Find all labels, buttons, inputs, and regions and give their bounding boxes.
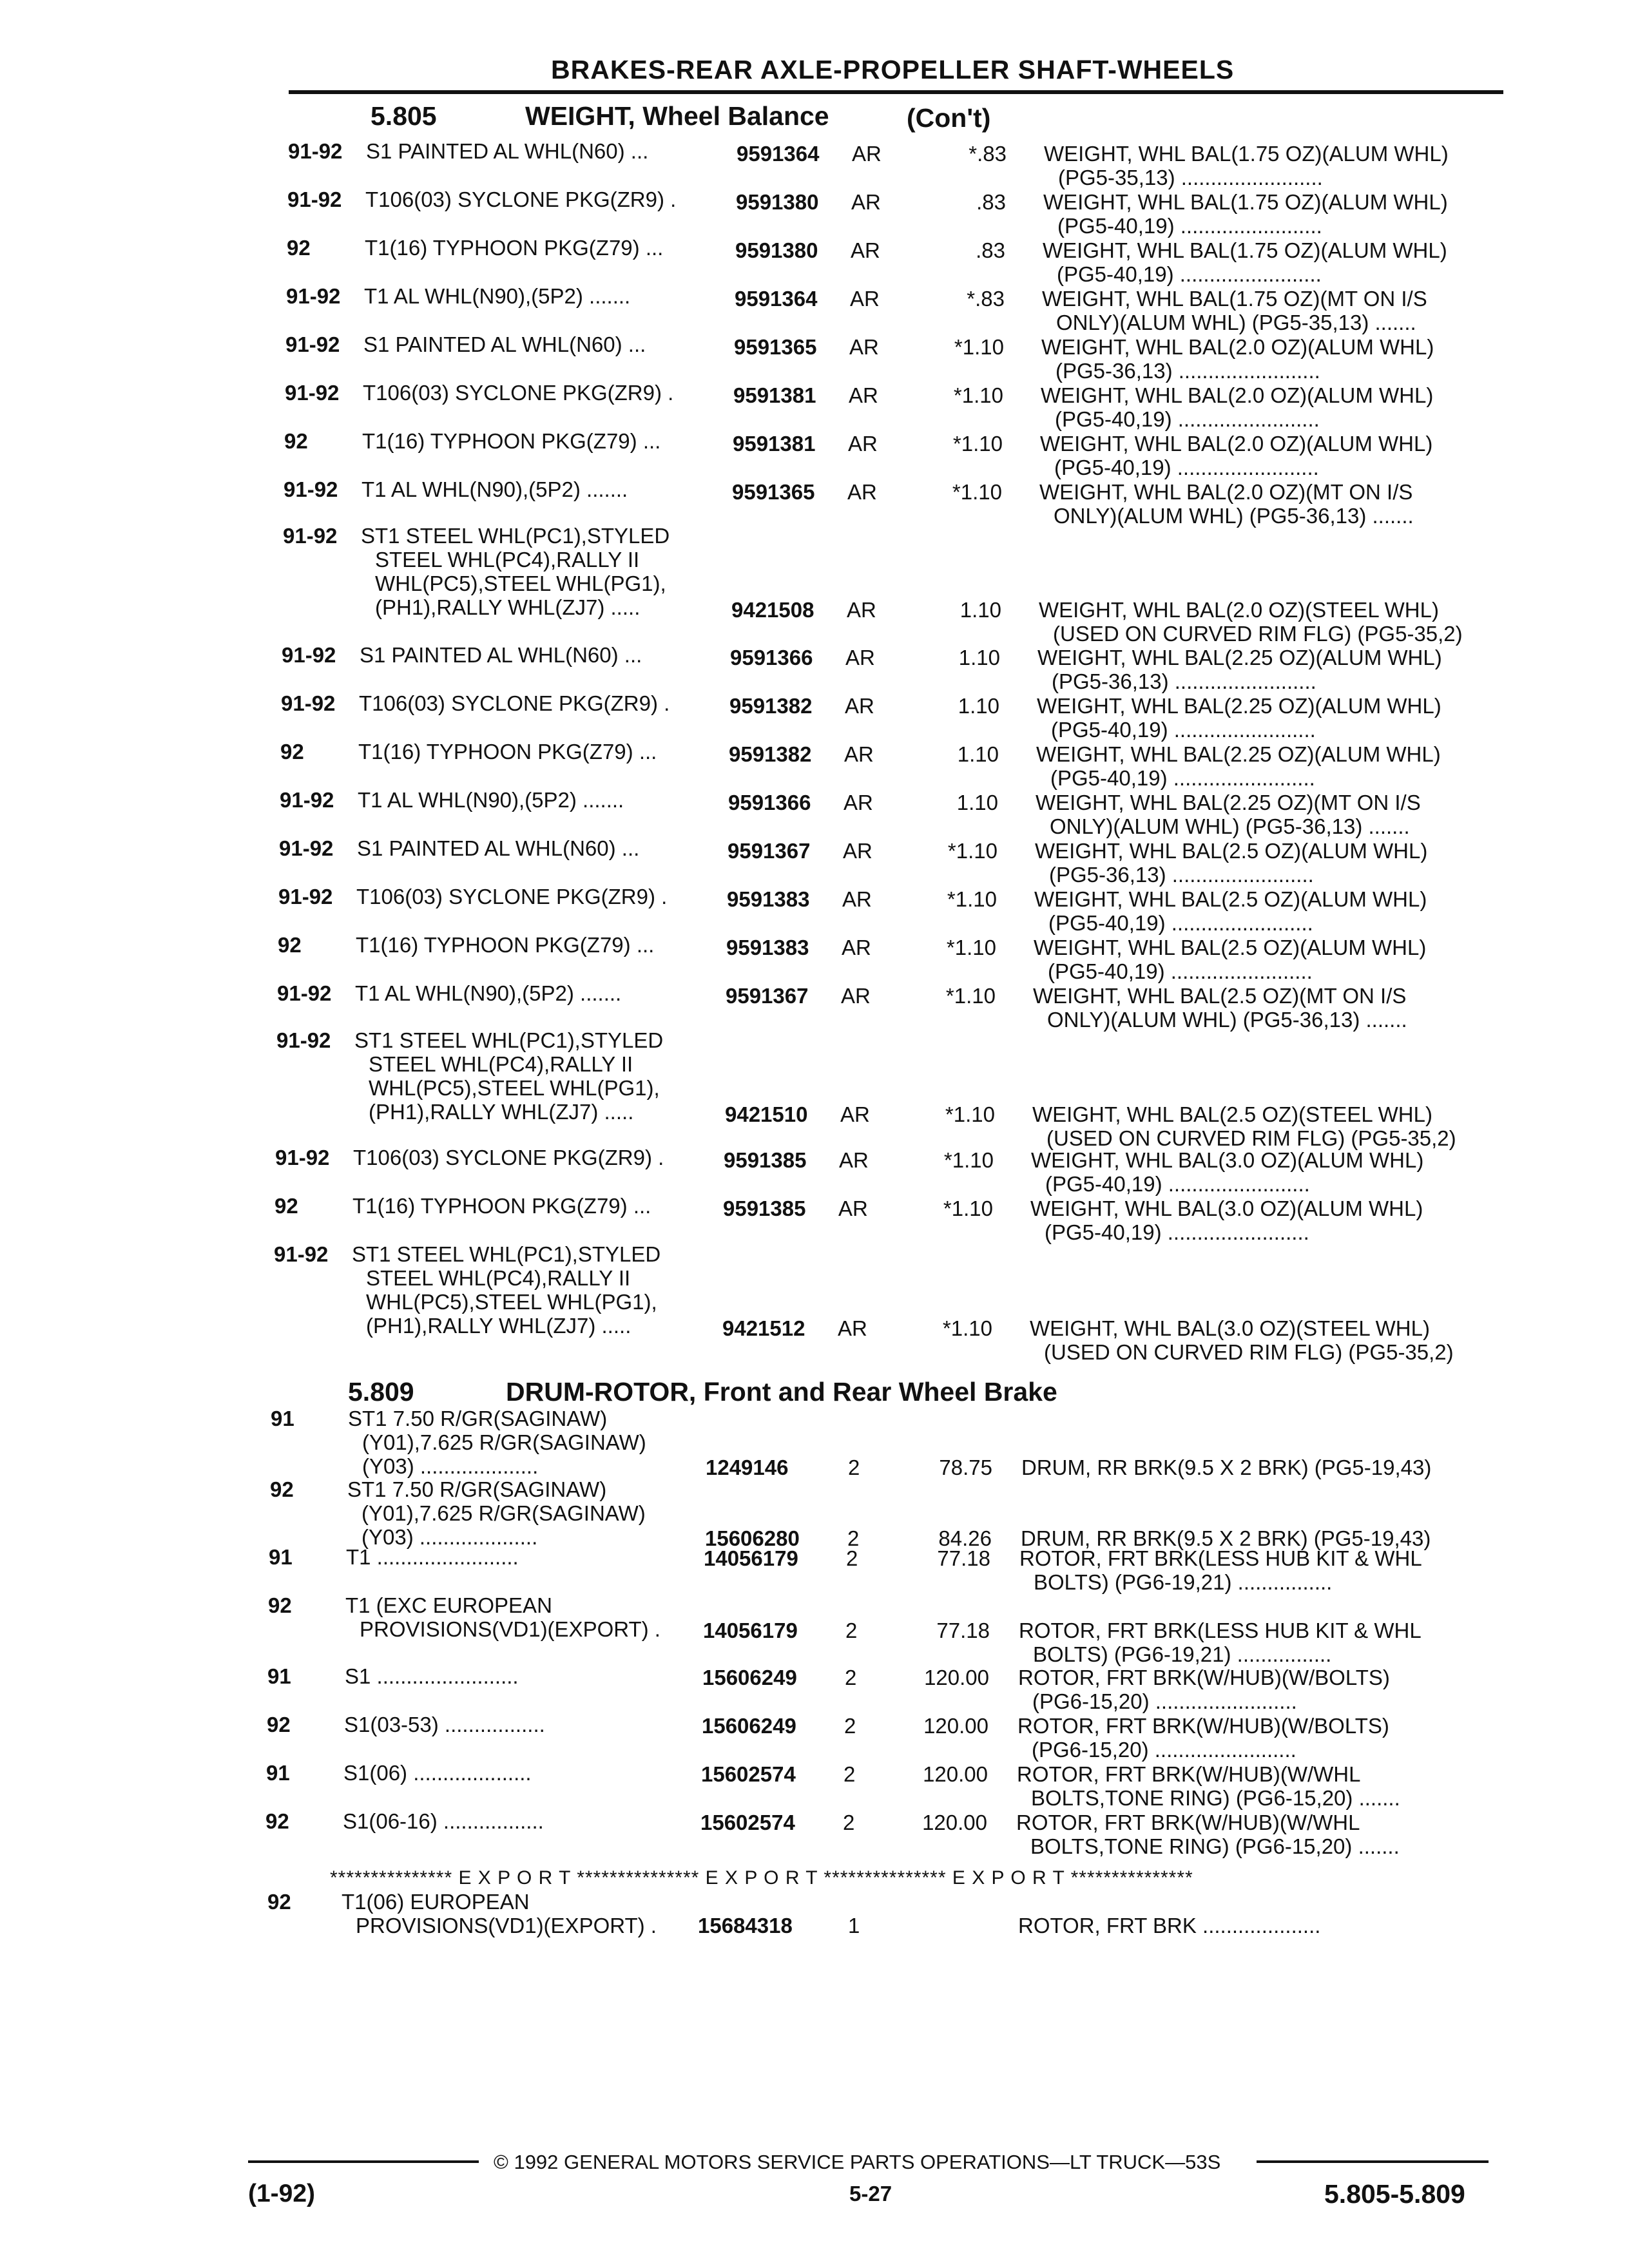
row-part-number: 9591385 [724, 1148, 807, 1172]
row-year: 92 [270, 1477, 294, 1501]
row-qty: AR [843, 791, 873, 814]
row-year: 92 [275, 1194, 298, 1218]
row-description: WEIGHT, WHL BAL(1.75 OZ)(ALUM WHL) [1043, 190, 1448, 214]
row-model: (PH1),RALLY WHL(ZJ7) ..... [366, 1314, 631, 1338]
row-price: *1.10 [945, 1102, 995, 1126]
row-description: WEIGHT, WHL BAL(2.5 OZ)(ALUM WHL) [1035, 839, 1428, 863]
row-part-number: 15606280 [705, 1526, 800, 1550]
row-price: 120.00 [922, 1811, 987, 1834]
row-description: WEIGHT, WHL BAL(2.5 OZ)(STEEL WHL) [1032, 1102, 1432, 1126]
row-description: WEIGHT, WHL BAL(1.75 OZ)(ALUM WHL) [1044, 142, 1449, 166]
row-description: (PG5-40,19) ........................ [1045, 1172, 1310, 1196]
row-price: *1.10 [947, 839, 998, 863]
row-description: BOLTS,TONE RING) (PG6-15,20) ....... [1030, 1834, 1400, 1858]
row-model: ST1 STEEL WHL(PC1),STYLED [352, 1242, 661, 1266]
row-model: T106(03) SYCLONE PKG(ZR9) . [365, 187, 677, 211]
row-part-number: 9591380 [735, 238, 818, 262]
footer-date: (1-92) [248, 2180, 316, 2207]
row-model: T106(03) SYCLONE PKG(ZR9) . [363, 381, 674, 405]
row-description: (PG5-40,19) ........................ [1057, 214, 1322, 238]
row-part-number: 9591380 [736, 190, 819, 214]
row-part-number: 14056179 [703, 1619, 798, 1642]
row-price: *1.10 [942, 1316, 992, 1340]
row-description: ROTOR, FRT BRK(LESS HUB KIT & WHL [1019, 1619, 1422, 1642]
row-part-number: 15606249 [702, 1666, 797, 1689]
header-rule [289, 90, 1503, 94]
row-price: 1.10 [959, 598, 1001, 622]
row-year: 92 [265, 1809, 289, 1833]
row-year: 92 [284, 429, 308, 453]
row-qty: 2 [843, 1762, 856, 1786]
row-year: 91-92 [278, 885, 333, 908]
row-model: WHL(PC5),STEEL WHL(PG1), [375, 572, 666, 595]
row-price: *1.10 [947, 887, 997, 911]
row-part-number: 9591366 [730, 646, 813, 669]
row-description: DRUM, RR BRK(9.5 X 2 BRK) (PG5-19,43) [1021, 1526, 1431, 1550]
row-part-number: 9421512 [722, 1316, 805, 1340]
row-year: 91-92 [275, 1146, 330, 1169]
row-description: ONLY)(ALUM WHL) (PG5-36,13) ....... [1054, 504, 1414, 528]
row-year: 92 [267, 1890, 291, 1914]
row-price: 77.18 [937, 1546, 990, 1570]
row-price: 120.00 [923, 1714, 988, 1738]
row-description: (USED ON CURVED RIM FLG) (PG5-35,2) [1044, 1340, 1454, 1364]
row-description: (PG5-40,19) ........................ [1051, 718, 1316, 742]
row-qty: AR [847, 480, 877, 504]
row-description: (PG5-40,19) ........................ [1048, 911, 1313, 935]
row-price: *.83 [967, 287, 1005, 311]
row-part-number: 15602574 [700, 1811, 795, 1834]
row-price: *1.10 [952, 480, 1002, 504]
row-part-number: 9591364 [737, 142, 820, 166]
row-description: WEIGHT, WHL BAL(1.75 OZ)(MT ON I/S [1042, 287, 1427, 311]
row-description: WEIGHT, WHL BAL(2.25 OZ)(ALUM WHL) [1036, 742, 1441, 766]
row-price: 1.10 [958, 646, 1000, 669]
row-model: T1(16) TYPHOON PKG(Z79) ... [356, 933, 655, 957]
section-number: 5.805 [371, 101, 437, 131]
row-model: T1(16) TYPHOON PKG(Z79) ... [365, 236, 664, 260]
row-description: (PG5-36,13) ........................ [1052, 669, 1316, 693]
row-qty: AR [841, 984, 871, 1008]
row-description: (PG5-40,19) ........................ [1055, 407, 1320, 431]
row-qty: AR [839, 1148, 869, 1172]
row-model: T1 (EXC EUROPEAN [345, 1593, 552, 1617]
row-description: WEIGHT, WHL BAL(2.0 OZ)(STEEL WHL) [1039, 598, 1439, 622]
row-year: 92 [280, 740, 304, 764]
footer-rule-left [248, 2160, 479, 2163]
row-year: 91 [267, 1664, 291, 1688]
row-description: (PG5-40,19) ........................ [1054, 456, 1319, 479]
row-qty: AR [842, 887, 872, 911]
row-model: T1(16) TYPHOON PKG(Z79) ... [358, 740, 657, 764]
row-model: T1(06) EUROPEAN [342, 1890, 530, 1914]
row-year: 91-92 [283, 524, 338, 548]
row-qty: AR [838, 1196, 868, 1220]
row-model: ST1 STEEL WHL(PC1),STYLED [354, 1028, 664, 1052]
row-model: T1 AL WHL(N90),(5P2) ....... [364, 284, 631, 308]
row-price: .83 [976, 238, 1005, 262]
row-model: T1 ........................ [346, 1545, 519, 1569]
row-price: *1.10 [954, 335, 1004, 359]
row-qty: AR [848, 432, 878, 456]
row-model: STEEL WHL(PC4),RALLY II [375, 548, 640, 572]
row-model: WHL(PC5),STEEL WHL(PG1), [366, 1290, 657, 1314]
row-qty: 2 [844, 1714, 856, 1738]
row-part-number: 9591381 [733, 383, 816, 407]
row-part-number: 9421508 [731, 598, 815, 622]
row-part-number: 9591382 [729, 694, 813, 718]
row-description: WEIGHT, WHL BAL(2.5 OZ)(MT ON I/S [1033, 984, 1407, 1008]
row-year: 91-92 [286, 284, 341, 308]
row-year: 91-92 [284, 477, 338, 501]
row-model: S1(06) .................... [343, 1761, 532, 1785]
row-price: 120.00 [924, 1666, 989, 1689]
row-description: WEIGHT, WHL BAL(2.5 OZ)(ALUM WHL) [1034, 887, 1427, 911]
row-model: S1 PAINTED AL WHL(N60) ... [366, 139, 649, 163]
row-qty: AR [844, 742, 874, 766]
row-price: 1.10 [958, 694, 999, 718]
row-price: 78.75 [939, 1456, 992, 1479]
row-qty: AR [847, 598, 876, 622]
footer-section-range: 5.805-5.809 [1324, 2179, 1465, 2209]
footer-page-number: 5-27 [849, 2182, 892, 2206]
row-model: S1(06-16) ................. [343, 1809, 544, 1833]
row-model: (Y03) .................... [362, 1454, 539, 1478]
row-year: 91-92 [288, 139, 343, 163]
row-qty: AR [845, 694, 874, 718]
row-model: STEEL WHL(PC4),RALLY II [366, 1266, 631, 1290]
row-part-number: 9591367 [726, 984, 809, 1008]
row-model: (Y03) .................... [361, 1525, 538, 1549]
row-year: 91-92 [276, 1028, 331, 1052]
row-description: WEIGHT, WHL BAL(2.0 OZ)(ALUM WHL) [1040, 432, 1433, 456]
row-price: *1.10 [953, 383, 1003, 407]
row-model: (Y01),7.625 R/GR(SAGINAW) [361, 1501, 646, 1525]
row-part-number: 9591381 [733, 432, 816, 456]
row-qty: AR [849, 335, 879, 359]
row-description: (PG5-40,19) ........................ [1048, 959, 1313, 983]
row-year: 91-92 [285, 332, 340, 356]
section-continued: (Con't) [907, 103, 991, 133]
row-qty: AR [849, 383, 878, 407]
row-model: PROVISIONS(VD1)(EXPORT) . [360, 1617, 660, 1641]
row-price: *1.10 [945, 984, 996, 1008]
row-qty: AR [851, 190, 881, 214]
row-description: WEIGHT, WHL BAL(1.75 OZ)(ALUM WHL) [1043, 238, 1447, 262]
row-qty: 2 [848, 1456, 860, 1479]
row-description: (PG5-36,13) ........................ [1049, 863, 1314, 887]
row-part-number: 15602574 [701, 1762, 796, 1786]
row-model: T1(16) TYPHOON PKG(Z79) ... [362, 429, 661, 453]
row-part-number: 9591383 [726, 936, 809, 959]
row-description: WEIGHT, WHL BAL(3.0 OZ)(STEEL WHL) [1030, 1316, 1430, 1340]
row-model: (PH1),RALLY WHL(ZJ7) ..... [375, 595, 641, 619]
row-part-number: 9591366 [728, 791, 811, 814]
row-year: 91 [269, 1545, 293, 1569]
row-model: ST1 7.50 R/GR(SAGINAW) [348, 1407, 608, 1430]
row-model: T106(03) SYCLONE PKG(ZR9) . [359, 691, 670, 715]
row-qty: AR [852, 142, 882, 166]
row-model: T106(03) SYCLONE PKG(ZR9) . [356, 885, 668, 908]
row-price: 120.00 [923, 1762, 988, 1786]
row-description: ROTOR, FRT BRK(W/HUB)(W/WHL [1016, 1811, 1360, 1834]
row-model: T106(03) SYCLONE PKG(ZR9) . [353, 1146, 664, 1169]
row-part-number: 9591382 [729, 742, 812, 766]
row-part-number: 15606249 [702, 1714, 796, 1738]
row-description: WEIGHT, WHL BAL(2.25 OZ)(MT ON I/S [1036, 791, 1421, 814]
page-header-title: BRAKES-REAR AXLE-PROPELLER SHAFT-WHEELS [551, 55, 1235, 84]
row-part-number: 9421510 [725, 1102, 808, 1126]
row-price: 1.10 [957, 742, 999, 766]
row-price: *1.10 [943, 1148, 994, 1172]
row-description: ONLY)(ALUM WHL) (PG5-36,13) ....... [1047, 1008, 1407, 1032]
row-part-number: 9591364 [735, 287, 818, 311]
row-description: ROTOR, FRT BRK(W/HUB)(W/BOLTS) [1017, 1714, 1389, 1738]
row-year: 92 [287, 236, 311, 260]
row-year: 92 [278, 933, 302, 957]
row-year: 91-92 [282, 643, 336, 667]
row-year: 92 [267, 1713, 291, 1736]
row-qty: 2 [847, 1526, 860, 1550]
row-qty: AR [840, 1102, 870, 1126]
row-qty: 2 [843, 1811, 855, 1834]
row-model: (PH1),RALLY WHL(ZJ7) ..... [369, 1100, 634, 1124]
row-description: ONLY)(ALUM WHL) (PG5-35,13) ....... [1056, 311, 1416, 334]
row-description: WEIGHT, WHL BAL(2.0 OZ)(ALUM WHL) [1041, 383, 1434, 407]
row-price: 1.10 [956, 791, 998, 814]
row-description: ROTOR, FRT BRK(LESS HUB KIT & WHL [1019, 1546, 1422, 1570]
row-qty: 2 [845, 1619, 858, 1642]
export-banner: *************** E X P O R T *************** E X P O R T *************** E X P O R T *************** [330, 1867, 1193, 1888]
row-price: 77.18 [936, 1619, 990, 1642]
row-year: 91-92 [280, 788, 334, 812]
row-model: S1(03-53) ................. [344, 1713, 545, 1736]
section-title: DRUM-ROTOR, Front and Rear Wheel Brake [506, 1377, 1057, 1407]
footer-copyright: © 1992 GENERAL MOTORS SERVICE PARTS OPERATIONS—LT TRUCK—53S [494, 2151, 1221, 2173]
row-part-number: 9591367 [728, 839, 811, 863]
row-description: ONLY)(ALUM WHL) (PG5-36,13) ....... [1050, 814, 1410, 838]
row-description: (USED ON CURVED RIM FLG) (PG5-35,2) [1046, 1126, 1456, 1150]
row-model: T1 AL WHL(N90),(5P2) ....... [361, 477, 628, 501]
row-qty: AR [851, 238, 880, 262]
row-qty: 2 [846, 1546, 858, 1570]
row-price: *1.10 [952, 432, 1003, 456]
row-price: .83 [976, 190, 1006, 214]
row-description: BOLTS,TONE RING) (PG6-15,20) ....... [1031, 1786, 1400, 1810]
row-description: (USED ON CURVED RIM FLG) (PG5-35,2) [1053, 622, 1463, 646]
row-description: WEIGHT, WHL BAL(3.0 OZ)(ALUM WHL) [1031, 1148, 1424, 1172]
row-year: 91-92 [277, 981, 332, 1005]
row-description: ROTOR, FRT BRK .................... [1018, 1914, 1321, 1937]
row-part-number: 9591385 [723, 1196, 806, 1220]
row-model: ST1 7.50 R/GR(SAGINAW) [347, 1477, 607, 1501]
row-price: *.83 [969, 142, 1007, 166]
row-description: DRUM, RR BRK(9.5 X 2 BRK) (PG5-19,43) [1021, 1456, 1432, 1479]
row-description: (PG5-36,13) ........................ [1055, 359, 1320, 383]
row-description: (PG5-35,13) ........................ [1058, 166, 1323, 189]
row-description: (PG5-40,19) ........................ [1050, 766, 1315, 790]
row-year: 91-92 [274, 1242, 329, 1266]
row-year: 91-92 [279, 836, 334, 860]
row-qty: AR [845, 646, 875, 669]
row-year: 91 [266, 1761, 290, 1785]
row-qty: 2 [845, 1666, 857, 1689]
row-model: (Y01),7.625 R/GR(SAGINAW) [362, 1430, 646, 1454]
row-model: T1 AL WHL(N90),(5P2) ....... [358, 788, 624, 812]
section-number: 5.809 [348, 1377, 414, 1407]
row-description: (PG6-15,20) ........................ [1032, 1689, 1297, 1713]
row-description: WEIGHT, WHL BAL(2.25 OZ)(ALUM WHL) [1037, 694, 1441, 718]
row-description: BOLTS) (PG6-19,21) ................ [1033, 1642, 1332, 1666]
row-part-number: 15684318 [698, 1914, 793, 1937]
row-qty: 1 [848, 1914, 860, 1937]
row-part-number: 9591365 [732, 480, 815, 504]
row-price: *1.10 [943, 1196, 993, 1220]
row-description: ROTOR, FRT BRK(W/HUB)(W/WHL [1017, 1762, 1361, 1786]
row-description: BOLTS) (PG6-19,21) ................ [1034, 1570, 1333, 1594]
row-model: S1 PAINTED AL WHL(N60) ... [360, 643, 642, 667]
row-year: 92 [268, 1593, 292, 1617]
row-model: T1 AL WHL(N90),(5P2) ....... [355, 981, 622, 1005]
row-part-number: 9591383 [727, 887, 810, 911]
row-qty: AR [843, 839, 872, 863]
row-description: WEIGHT, WHL BAL(2.0 OZ)(MT ON I/S [1039, 480, 1413, 504]
row-model: ST1 STEEL WHL(PC1),STYLED [361, 524, 670, 548]
row-description: WEIGHT, WHL BAL(2.5 OZ)(ALUM WHL) [1034, 936, 1427, 959]
row-model: WHL(PC5),STEEL WHL(PG1), [369, 1076, 660, 1100]
row-price: *1.10 [946, 936, 996, 959]
row-part-number: 9591365 [734, 335, 817, 359]
footer-rule-right [1257, 2160, 1489, 2163]
row-price: 84.26 [938, 1526, 992, 1550]
row-qty: AR [850, 287, 880, 311]
row-model: S1 PAINTED AL WHL(N60) ... [363, 332, 646, 356]
row-description: WEIGHT, WHL BAL(3.0 OZ)(ALUM WHL) [1030, 1196, 1423, 1220]
row-description: ROTOR, FRT BRK(W/HUB)(W/BOLTS) [1018, 1666, 1390, 1689]
row-part-number: 1249146 [706, 1456, 789, 1479]
row-year: 91 [271, 1407, 294, 1430]
row-description: (PG6-15,20) ........................ [1032, 1738, 1296, 1762]
row-year: 91-92 [285, 381, 340, 405]
row-description: WEIGHT, WHL BAL(2.0 OZ)(ALUM WHL) [1041, 335, 1434, 359]
row-model: S1 PAINTED AL WHL(N60) ... [357, 836, 640, 860]
row-part-number: 14056179 [704, 1546, 798, 1570]
row-description: (PG5-40,19) ........................ [1057, 262, 1322, 286]
row-model: STEEL WHL(PC4),RALLY II [369, 1052, 633, 1076]
row-qty: AR [838, 1316, 867, 1340]
row-year: 91-92 [287, 187, 342, 211]
row-model: PROVISIONS(VD1)(EXPORT) . [356, 1914, 657, 1937]
row-qty: AR [842, 936, 871, 959]
row-description: (PG5-40,19) ........................ [1045, 1220, 1309, 1244]
row-model: S1 ........................ [345, 1664, 519, 1688]
section-title: WEIGHT, Wheel Balance [525, 101, 829, 131]
row-year: 91-92 [281, 691, 336, 715]
row-model: T1(16) TYPHOON PKG(Z79) ... [352, 1194, 651, 1218]
row-description: WEIGHT, WHL BAL(2.25 OZ)(ALUM WHL) [1037, 646, 1442, 669]
